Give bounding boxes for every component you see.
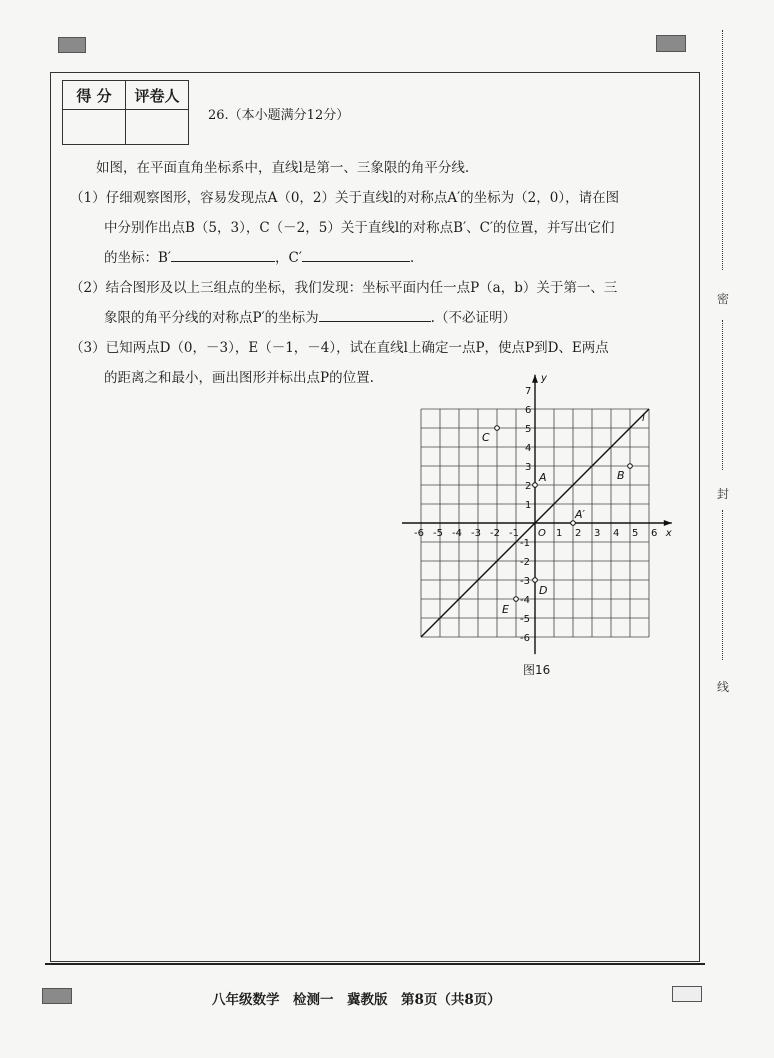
binding-mark-close: 封	[717, 487, 730, 501]
y-axis-arrow	[532, 375, 538, 383]
part3-line1: （3）已知两点D（0，－3），E（－1，－4），试在直线l上确定一点P，使点P到D、E两点	[70, 340, 609, 356]
point-a-prime	[571, 521, 576, 526]
x-tick-label: -6	[414, 528, 424, 539]
binding-line-3	[722, 510, 723, 660]
part2-line2	[104, 306, 516, 326]
y-tick-label: 7	[525, 386, 532, 397]
point-d	[533, 578, 538, 583]
grader-cell[interactable]	[126, 110, 189, 145]
point-e	[514, 597, 519, 602]
part1-line1: （1）仔细观察图形，容易发现点A（0，2）关于直线l的对称点A′的坐标为（2，0），请在图	[70, 190, 620, 206]
x-tick-label: 6	[651, 528, 658, 539]
x-tick-label: 2	[575, 528, 582, 539]
part1-line2: 中分别作出点B（5，3），C（－2，5）关于直线l的对称点B′、C′的位置，并写出它们	[104, 220, 615, 236]
part2-line1: （2）结合图形及以上三组点的坐标，我们发现：坐标平面内任一点P（a，b）关于第一、三	[70, 280, 618, 296]
answer-blank-c-prime[interactable]	[302, 249, 410, 262]
score-table	[62, 80, 189, 145]
y-tick-label: -2	[520, 557, 530, 568]
binding-line-1	[722, 30, 723, 270]
y-tick-label: 4	[525, 443, 532, 454]
y-tick-label: 5	[525, 424, 532, 435]
point-c	[495, 426, 500, 431]
point-label: A′	[575, 508, 586, 521]
x-tick-label: -2	[490, 528, 500, 539]
x-tick-label: 4	[613, 528, 620, 539]
y-tick-label: 2	[525, 481, 532, 492]
question-intro: 如图，在平面直角坐标系中，直线l是第一、三象限的角平分线.	[96, 160, 470, 176]
footer-rule	[45, 963, 705, 965]
origin-label: O	[538, 528, 546, 539]
x-tick-label: 3	[594, 528, 601, 539]
binding-mark-seal: 密	[717, 292, 730, 306]
answer-blank-b-prime[interactable]	[171, 249, 275, 262]
part1-line3	[104, 246, 414, 266]
point-b	[628, 464, 633, 469]
point-label: A	[539, 471, 547, 484]
x-tick-label: -4	[452, 528, 462, 539]
corner-mark-top-right	[656, 35, 686, 52]
y-tick-label: -4	[520, 595, 530, 606]
score-label: 得 分	[63, 81, 126, 110]
corner-mark-bottom-left	[42, 988, 72, 1004]
axes	[402, 372, 672, 654]
corner-mark-bottom-right	[672, 986, 702, 1002]
score-cell[interactable]	[63, 110, 126, 145]
binding-mark-line: 线	[717, 680, 730, 694]
tick-labels	[414, 373, 672, 644]
question-number: 26.（本小题满分12分）	[208, 108, 350, 123]
coordinate-figure	[396, 368, 686, 668]
y-tick-label: 1	[525, 500, 532, 511]
part1-end: .	[409, 250, 415, 266]
x-tick-label: -1	[509, 528, 519, 539]
point-a	[533, 483, 538, 488]
x-tick-label: 5	[632, 528, 639, 539]
y-tick-label: -6	[520, 633, 530, 644]
part2-prefix: 象限的角平分线的对称点P′的坐标为	[104, 310, 319, 326]
x-axis-arrow	[664, 520, 672, 526]
y-tick-label: -3	[520, 576, 530, 587]
point-label: C	[482, 431, 490, 444]
point-label: E	[502, 603, 509, 616]
line-l-label: l	[642, 413, 645, 424]
x-axis-label: x	[665, 528, 672, 539]
page-footer: 八年级数学 检测一 冀教版 第8页（共8页）	[212, 992, 501, 1008]
x-tick-label: -5	[433, 528, 443, 539]
point-label: B	[617, 469, 625, 482]
grader-label: 评卷人	[126, 81, 189, 110]
figure-caption: 图16	[523, 663, 551, 677]
part1-b-prime-prefix: 的坐标：B′	[104, 250, 171, 266]
y-tick-label: 6	[525, 405, 532, 416]
x-tick-label: 1	[556, 528, 563, 539]
y-tick-label: -1	[520, 538, 530, 549]
y-tick-label: -5	[520, 614, 530, 625]
y-tick-label: 3	[525, 462, 532, 473]
binding-line-2	[722, 320, 723, 470]
corner-mark-top-left	[58, 37, 86, 53]
part3-line2: 的距离之和最小，画出图形并标出点P的位置.	[104, 370, 374, 386]
x-tick-label: -3	[471, 528, 481, 539]
point-label: D	[539, 584, 548, 597]
part2-end: .（不必证明）	[430, 310, 516, 326]
points	[482, 426, 632, 616]
part1-c-prime-prefix: ，C′	[275, 250, 302, 266]
answer-blank-p-prime[interactable]	[319, 309, 431, 322]
y-axis-label: y	[541, 372, 547, 384]
